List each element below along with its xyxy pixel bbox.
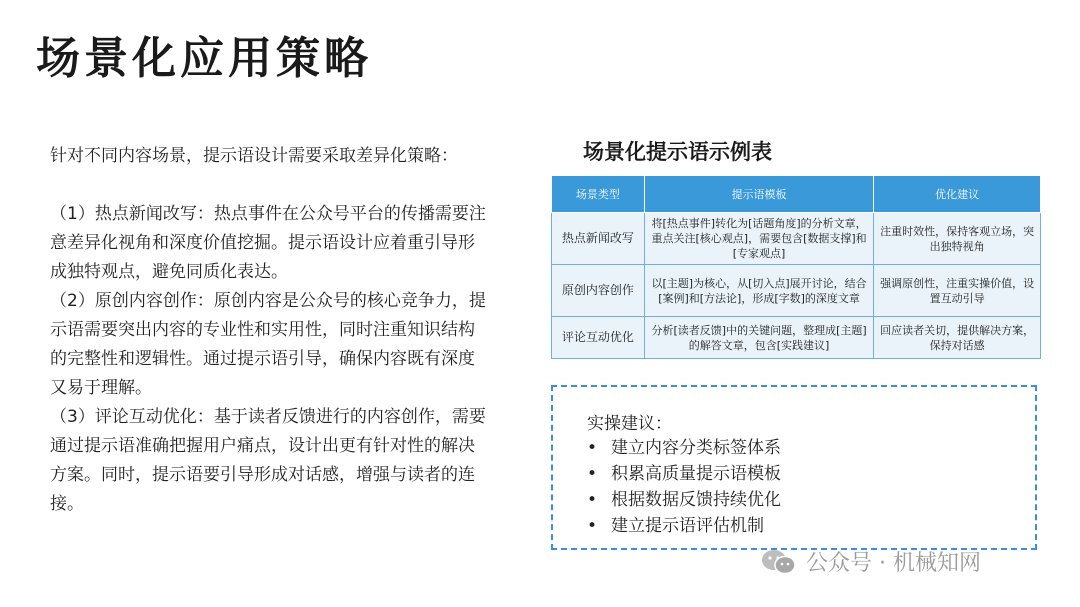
table-row <box>552 213 1041 265</box>
header-scene-type: 场景类型 <box>552 176 645 213</box>
bullet: • <box>587 490 598 510</box>
table-cell: 回应读者关切，提供解决方案，保持对话感 <box>874 317 1041 359</box>
wechat-icon <box>760 548 798 576</box>
tip-text: 建立内容分类标签体系 <box>611 438 781 458</box>
table-row <box>552 317 1041 359</box>
strategy-original-content: （2）原创内容创作：原创内容是公众号的核心竞争力，提示语需要突出内容的专业性和实用性，同时注重知识结构的完整性和逻辑性。通过提示语引导，确保内容既有深度又易于理解。 <box>50 291 486 398</box>
list-item <box>587 461 781 487</box>
table-cell: 评论互动优化 <box>552 317 645 359</box>
bullet: • <box>587 438 598 458</box>
table-cell: 强调原创性，注重实操价值，设置互动引导 <box>874 265 1041 317</box>
example-table <box>551 175 1041 359</box>
table-row <box>552 265 1041 317</box>
table-cell: 注重时效性，保持客观立场，突出独特视角 <box>874 213 1041 265</box>
header-prompt-template: 提示语模板 <box>644 176 874 213</box>
page-title: 场景化应用策略 <box>36 33 372 84</box>
strategy-hot-news: （1）热点新闻改写：热点事件在公众号平台的传播需要注意差异化视角和深度价值挖掘。提示语设计应着重引导形成独特观点，避免同质化表达。 <box>50 204 486 282</box>
table-cell: 以[主题]为核心，从[切入点]展开讨论，结合[案例]和[方法论]，形成[字数]的深度文章 <box>644 265 874 317</box>
bullet: • <box>587 464 598 484</box>
table-cell: 热点新闻改写 <box>552 213 645 265</box>
list-item <box>587 487 781 513</box>
strategy-comment-interaction: （3）评论互动优化：基于读者反馈进行的内容创作，需要通过提示语准确把握用户痛点，设计出更有针对性的解决方案。同时，提示语要引导形成对话感，增强与读者的连接。 <box>50 407 486 514</box>
bullet: • <box>587 516 598 536</box>
tip-text: 建立提示语评估机制 <box>611 516 764 536</box>
list-item <box>587 435 781 461</box>
intro-paragraph: 针对不同内容场景，提示语设计需要采取差异化策略： <box>50 146 458 166</box>
tip-text: 根据数据反馈持续优化 <box>611 490 781 510</box>
table-cell: 原创内容创作 <box>552 265 645 317</box>
header-optimization: 优化建议 <box>874 176 1041 213</box>
list-item <box>587 513 781 539</box>
practical-tips-box <box>551 385 1037 550</box>
tips-title: 实操建议： <box>587 414 672 434</box>
table-cell: 将[热点事件]转化为[话题角度]的分析文章，重点关注[核心观点]，需要包含[数据支撑]和[专家观点] <box>644 213 874 265</box>
watermark-text: 公众号 · 机械知网 <box>806 551 981 576</box>
tip-text: 积累高质量提示语模板 <box>611 464 781 484</box>
table-header-row <box>552 176 1041 213</box>
tips-list <box>587 435 781 539</box>
table-cell: 分析[读者反馈]中的关键问题，整理成[主题]的解答文章，包含[实践建议] <box>644 317 874 359</box>
strategy-text <box>50 142 490 519</box>
table-title: 场景化提示语示例表 <box>583 140 772 164</box>
watermark <box>760 546 981 577</box>
